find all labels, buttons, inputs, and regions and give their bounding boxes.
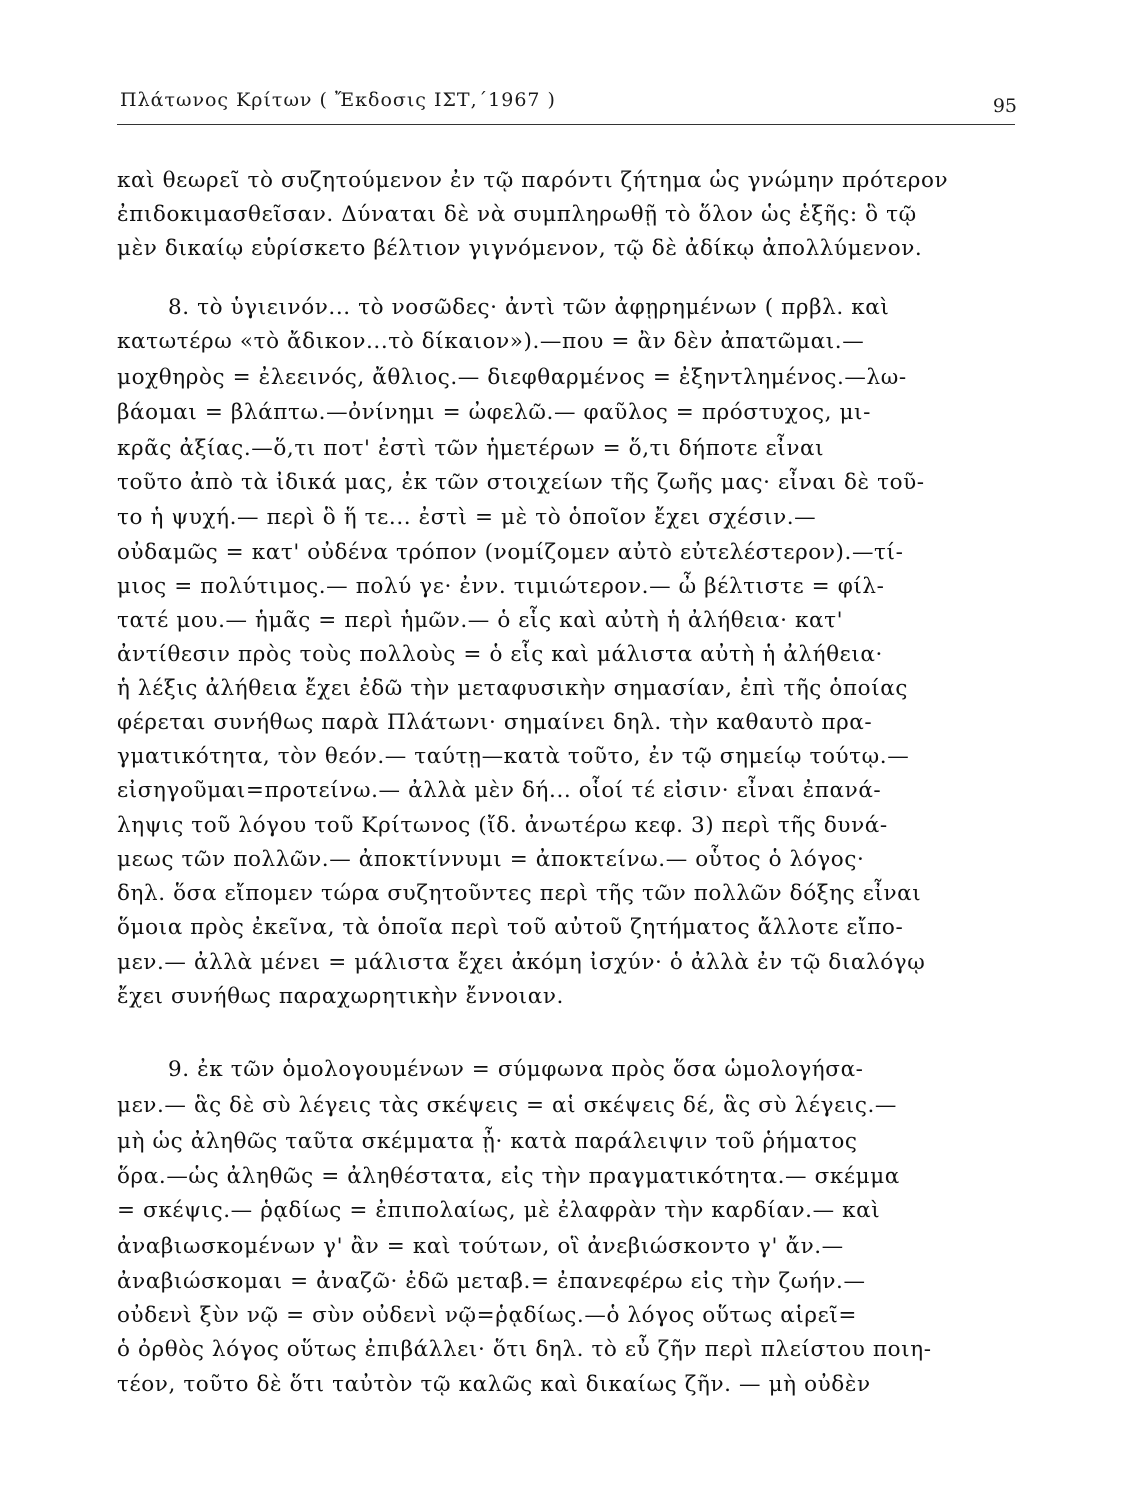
text-line: δηλ. ὅσα εἴπομεν τώρα συζητοῦντες περὶ τῆς τῶν πολλῶν δόξης εἶναι [117,881,922,906]
running-header [117,89,1017,123]
section-8-heading-line: 8. τὸ ὑγιεινόν... τὸ νοσῶδες· ἀντὶ τῶν ἀφῃρημένων ( πρβλ. καὶ [168,295,890,320]
text-line: ἀναβιωσκομένων γ' ἂν = καὶ τούτων, οἳ ἀνεβιώσκοντο γ' ἄν.— [117,1234,844,1259]
text-line: κρᾶς ἀξίας.—ὅ,τι ποτ' ἐστὶ τῶν ἡμετέρων = ὅ,τι δήποτε εἶναι [117,436,825,461]
text-line: οὐδενὶ ξὺν νῷ = σὺν οὐδενὶ νῷ=ῥᾳδίως.—ὁ λόγος οὕτως αἱρεῖ= [117,1303,857,1328]
text-line: μιος = πολύτιμος.— πολύ γε· ἐνν. τιμιώτερον.— ὦ βέλτιστε = φίλ- [117,574,885,599]
text-line: τοῦτο ἀπὸ τὰ ἰδικά μας, ἐκ τῶν στοιχείων τῆς ζωῆς μας· εἶναι δὲ τοῦ- [117,470,925,495]
text-line: ἐπιδοκιμασθεῖσαν. Δύναται δὲ νὰ συμπληρωθῇ τὸ ὅλον ὡς ἑξῆς: ὃ τῷ [117,202,917,227]
text-line: βάομαι = βλάπτω.—ὀνίνημι = ὠφελῶ.— φαῦλος = πρόστυχος, μι- [117,400,871,425]
text-line: τέον, τοῦτο δὲ ὅτι ταὐτὸν τῷ καλῶς καὶ δικαίως ζῆν. — μὴ οὐδὲν [117,1372,871,1397]
text-line: κατωτέρω «τὸ ἄδικον...τὸ δίκαιον»).—που = ἂν δὲν ἀπατῶμαι.— [117,329,865,354]
text-line: ἡ λέξις ἀλήθεια ἔχει ἐδῶ τὴν μεταφυσικὴν σημασίαν, ἐπὶ τῆς ὁποίας [117,676,908,701]
text-line: ὅρα.—ὡς ἀληθῶς = ἀληθέστατα, εἰς τὴν πραγματικότητα.— σκέμμα [117,1164,900,1189]
text-line: οὐδαμῶς = κατ' οὐδένα τρόπον (νομίζομεν αὐτὸ εὐτελέστερον).—τί- [117,540,904,565]
text-line: ἀντίθεσιν πρὸς τοὺς πολλοὺς = ὁ εἷς καὶ μάλιστα αὐτὴ ἡ ἀλήθεια· [117,642,883,667]
text-line: το ἡ ψυχή.— περὶ ὃ ἥ τε... ἐστὶ = μὲ τὸ ὁποῖον ἔχει σχέσιν.— [117,505,817,530]
text-line: καὶ θεωρεῖ τὸ συζητούμενον ἐν τῷ παρόντι ζήτημα ὡς γνώμην πρότερον [117,168,949,193]
text-line: μεν.— ἃς δὲ σὺ λέγεις τὰς σκέψεις = αἱ σκέψεις δέ, ἃς σὺ λέγεις.— [117,1093,898,1118]
page-number: 95 [992,95,1017,117]
text-line: μοχθηρὸς = ἐλεεινός, ἄθλιος.— διεφθαρμένος = ἐξηντλημένος.—λω- [117,365,907,390]
text-line: ὅμοια πρὸς ἐκεῖνα, τὰ ὁποῖα περὶ τοῦ αὐτοῦ ζητήματος ἄλλοτε εἴπο- [117,915,904,940]
text-line: ἔχει συνήθως παραχωρητικὴν ἔννοιαν. [117,984,564,1009]
text-line: εἰσηγοῦμαι=προτείνω.— ἀλλὰ μὲν δή... οἷοί τέ εἰσιν· εἶναι ἐπανά- [117,778,882,803]
text-line: μεν.— ἀλλὰ μένει = μάλιστα ἔχει ἀκόμη ἰσχύν· ὁ ἀλλὰ ἐν τῷ διαλόγῳ [117,950,926,975]
header-title: Πλάτωνος Κρίτων ( Ἔκδοσις ΙΣΤ,΄1967 ) [120,89,556,111]
text-line: μὴ ὡς ἀληθῶς ταῦτα σκέμματα ᾖ· κατὰ παράλειψιν τοῦ ῥήματος [117,1129,858,1154]
text-line: = σκέψις.— ῥᾳδίως = ἐπιπολαίως, μὲ ἐλαφρὰν τὴν καρδίαν.— καὶ [117,1198,881,1223]
section-9-heading-line: 9. ἐκ τῶν ὁμολογουμένων = σύμφωνα πρὸς ὅσα ὡμολογήσα- [168,1057,864,1082]
text-line: μὲν δικαίῳ εὑρίσκετο βέλτιον γιγνόμενον, τῷ δὲ ἀδίκῳ ἀπολλύμενον. [117,236,923,261]
text-line: ληψις τοῦ λόγου τοῦ Κρίτωνος (ἴδ. ἀνωτέρω κεφ. 3) περὶ τῆς δυνά- [117,813,888,838]
text-line: τατέ μου.— ἡμᾶς = περὶ ἡμῶν.— ὁ εἷς καὶ αὐτὴ ἡ ἀλήθεια· κατ' [117,608,844,633]
text-line: μεως τῶν πολλῶν.— ἀποκτίννυμι = ἀποκτείνω.— οὗτος ὁ λόγος· [117,847,865,872]
header-rule [117,124,1015,125]
text-line: γματικότητα, τὸν θεόν.— ταύτῃ—κατὰ τοῦτο, ἐν τῷ σημείῳ τούτῳ.— [117,744,910,769]
text-line: ὁ ὀρθὸς λόγος οὕτως ἐπιβάλλει· ὅτι δηλ. τὸ εὖ ζῆν περὶ πλείστου ποιη- [117,1337,932,1362]
text-line: ἀναβιώσκομαι = ἀναζῶ· ἐδῶ μεταβ.= ἐπανεφέρω εἰς τὴν ζωήν.— [117,1269,866,1294]
text-line: φέρεται συνήθως παρὰ Πλάτωνι· σημαίνει δηλ. τὴν καθαυτὸ πρα- [117,710,873,735]
